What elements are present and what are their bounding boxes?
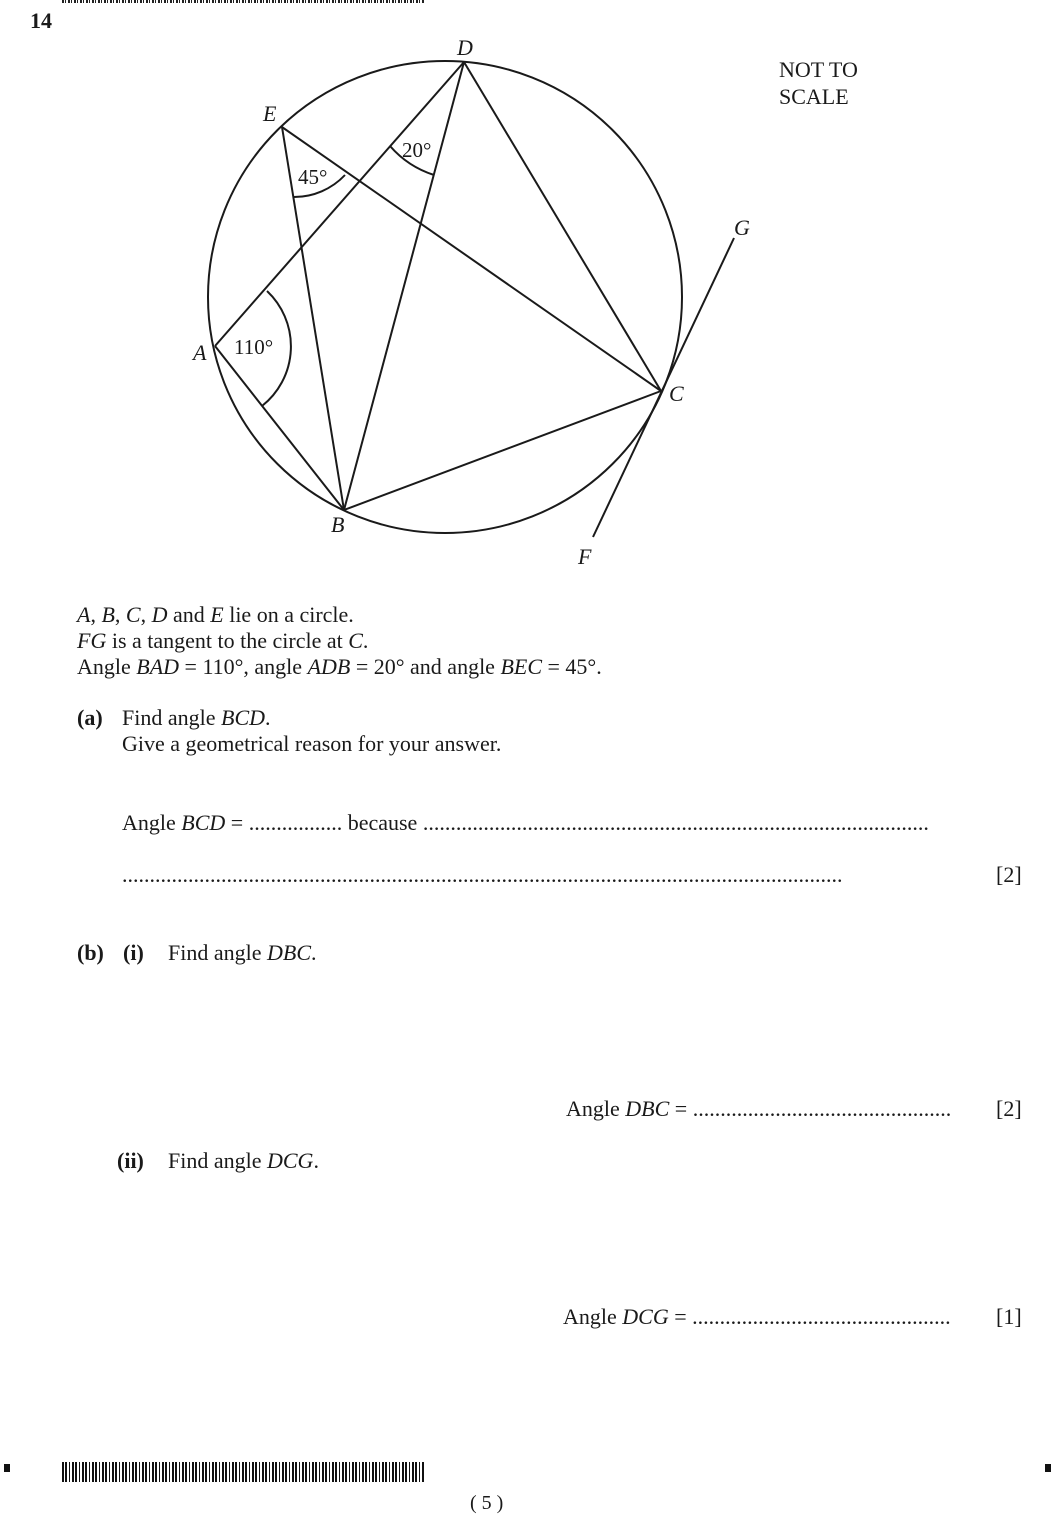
label-a: A xyxy=(193,340,207,365)
angle-label-bec: 45° xyxy=(298,165,328,189)
scale-note-line2: SCALE xyxy=(779,84,849,109)
label-d: D xyxy=(457,35,473,60)
part-b-ii-label: (ii) xyxy=(117,1148,144,1173)
label-e: E xyxy=(263,101,277,126)
answer-dots: ............................................... xyxy=(692,1096,952,1121)
page-number: ( 5 ) xyxy=(470,1492,504,1514)
part-b-ii-question: Find angle DCG. xyxy=(168,1148,319,1173)
part-b-ii-answer-line[interactable]: Angle DCG = ............................................... xyxy=(563,1304,951,1329)
scale-note-line1: NOT TO xyxy=(779,57,858,82)
part-a-question-1: Find angle BCD. xyxy=(122,705,271,730)
part-b-ii-marks: [1] xyxy=(996,1304,1022,1329)
label-b: B xyxy=(331,512,345,537)
chord-ec xyxy=(282,127,661,391)
part-a-question-2: Give a geometrical reason for your answer. xyxy=(122,731,502,756)
info-line-3: Angle BAD = 110°, angle ADB = 20° and angle BEC = 45°. xyxy=(77,654,602,679)
part-b-i-marks: [2] xyxy=(996,1096,1022,1121)
part-a-reason-line[interactable]: ................................................................................................................................... xyxy=(122,862,843,887)
tangent-fg xyxy=(593,238,734,537)
question-info xyxy=(77,602,602,680)
part-b-label: (b) xyxy=(77,940,104,965)
part-a-label: (a) xyxy=(77,705,103,730)
chord-dc xyxy=(464,62,661,391)
chord-ab xyxy=(215,346,344,510)
info-line-1: A, B, C, D and E lie on a circle. xyxy=(77,602,354,627)
question-number: 14 xyxy=(30,8,52,33)
circle-diagram xyxy=(0,0,1056,600)
page-barcode xyxy=(62,1462,424,1482)
part-b-i-label: (i) xyxy=(123,940,144,965)
label-f: F xyxy=(578,544,592,569)
answer-dots: ................. xyxy=(248,810,343,835)
angle-label-adb: 20° xyxy=(402,138,432,162)
label-c: C xyxy=(669,381,684,406)
registration-mark-left xyxy=(4,1464,10,1472)
label-g: G xyxy=(734,215,750,240)
registration-mark-right xyxy=(1045,1464,1051,1472)
answer-dots: ............................................... xyxy=(692,1304,951,1329)
part-b-i-question: Find angle DBC. xyxy=(168,940,317,965)
info-line-2: FG is a tangent to the circle at C. xyxy=(77,628,369,653)
part-a-marks: [2] xyxy=(996,862,1022,887)
part-a-answer-line[interactable]: Angle BCD = ................. because ............................................................................................ xyxy=(122,810,929,835)
part-b-i-answer-line[interactable]: Angle DBC = ............................................... xyxy=(566,1096,952,1121)
because-dots: ............................................................................................ xyxy=(422,810,929,835)
angle-label-bad: 110° xyxy=(234,335,274,359)
